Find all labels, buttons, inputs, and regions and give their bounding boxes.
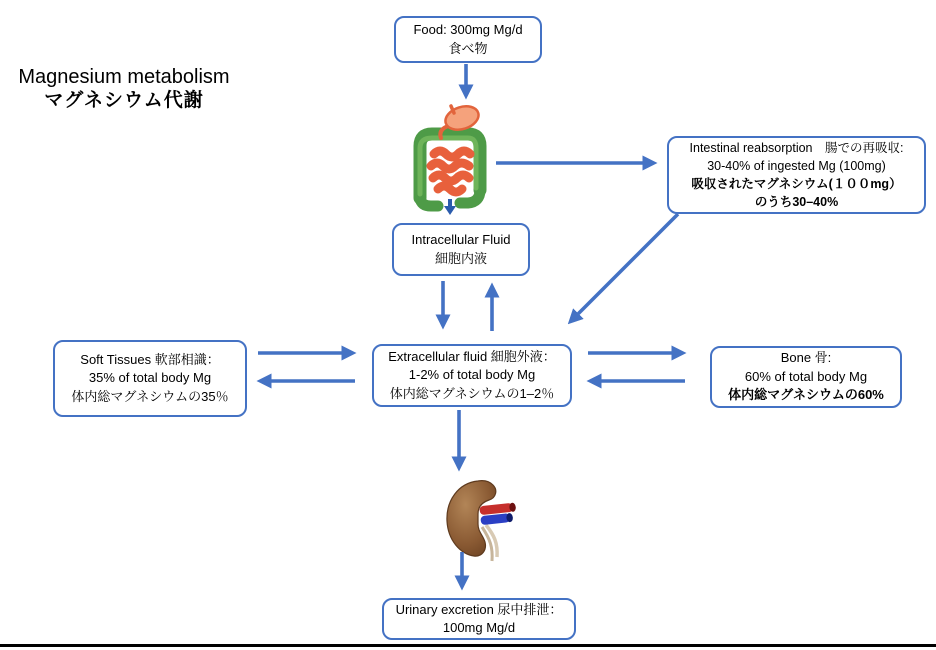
- slide-bottom-border: [0, 644, 936, 647]
- box-line: 吸収されたマグネシウム(１００mg）: [691, 177, 902, 191]
- food-box: [394, 16, 542, 63]
- extracellular-fluid-box: [372, 344, 572, 407]
- box-line: 体内総マグネシウムの35％: [71, 388, 229, 404]
- box-line: のうち30–40%: [754, 195, 839, 210]
- arrow-reabsorption-to-ecf: [571, 214, 678, 321]
- box-line: 100mg Mg/d: [442, 620, 516, 635]
- box-line: 体内総マグネシウムの1–2％: [389, 385, 555, 401]
- box-line: 35% of total body Mg: [88, 370, 212, 386]
- intestinal-reabsorption-box: [667, 136, 926, 214]
- intracellular-fluid-box: [392, 223, 530, 276]
- box-line: 体内総マグネシウムの60%: [728, 387, 884, 403]
- diagram-title: [4, 66, 244, 114]
- title-japanese: マグネシウム代謝: [44, 90, 204, 111]
- title-english: Magnesium metabolism: [18, 66, 230, 88]
- box-line: 細胞内液: [434, 250, 487, 266]
- urinary-excretion-box: [382, 598, 576, 640]
- bone-box: [710, 346, 902, 408]
- intestines-icon: [402, 104, 498, 216]
- box-line: Bone 骨:: [780, 350, 832, 366]
- box-line: Extracellular fluid 細胞外液：: [388, 348, 556, 364]
- box-line: 1-2% of total body Mg: [408, 367, 536, 383]
- box-line: 食べ物: [448, 40, 488, 56]
- box-line: Food: 300mg Mg/d: [413, 22, 523, 38]
- box-line: Intracellular Fluid: [411, 232, 511, 248]
- box-line: 30-40% of ingested Mg (100mg): [707, 158, 886, 173]
- box-line: Intestinal reabsorption 腸での再吸収:: [689, 140, 904, 155]
- box-line: 60% of total body Mg: [744, 368, 868, 384]
- kidney-icon: [436, 477, 524, 565]
- box-line: Urinary excretion 尿中排泄：: [395, 601, 563, 617]
- soft-tissues-box: [53, 340, 247, 417]
- box-line: Soft Tissues 軟部相識：: [80, 351, 220, 367]
